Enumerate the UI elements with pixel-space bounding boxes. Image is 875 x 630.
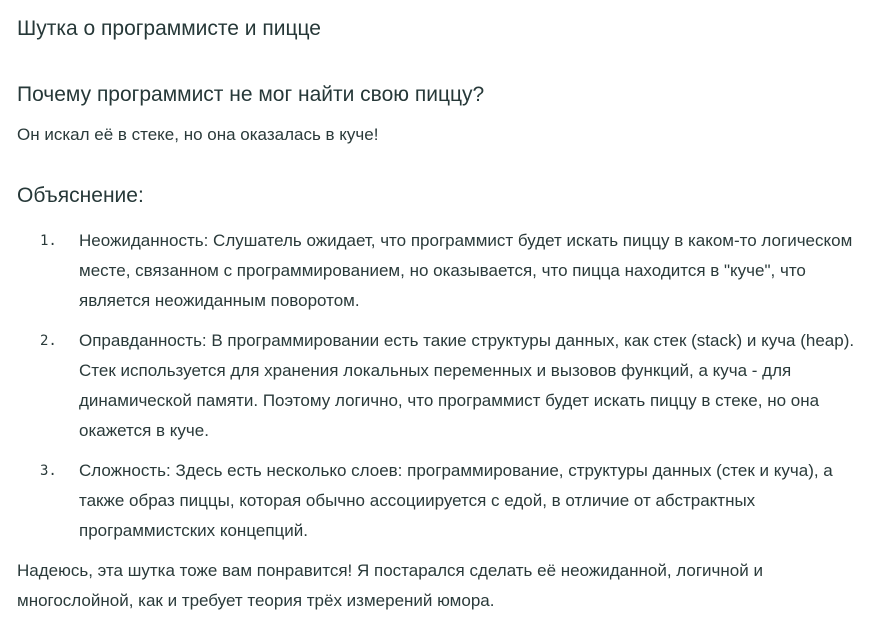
joke-title: Шутка о программисте и пицце	[17, 17, 321, 40]
explanation-heading: Объяснение:	[17, 184, 144, 207]
list-item-text: Неожиданность: Слушатель ожидает, что программист будет искать пиццу в каком-то логическом месте, связанном с программированием, но оказывается, что пицца находится в "куче", что является неожиданным поворотом.	[79, 231, 853, 310]
list-item-text: Сложность: Здесь есть несколько слоев: программирование, структуры данных (стек и куча), а также образ пиццы, которая обычно ассоциируется с едой, в отличие от абстрактных программистских концепций.	[79, 461, 833, 540]
list-item-number: 1.	[40, 233, 57, 249]
list-item	[17, 326, 862, 446]
list-item-text: Оправданность: В программировании есть такие структуры данных, как стек (stack) и куча (heap). Стек используется для хранения локальных переменных и вызовов функций, а куча - для динамической памяти. Поэтому логично, что программист будет искать пиццу в стеке, но она окажется в куче.	[79, 331, 855, 440]
list-item-number: 3.	[40, 463, 57, 479]
list-item	[17, 226, 862, 316]
list-item-number: 2.	[40, 333, 57, 349]
joke-question: Почему программист не мог найти свою пиццу?	[17, 83, 485, 106]
joke-answer: Он искал её в стеке, но она оказалась в куче!	[17, 125, 379, 144]
closing-paragraph: Надеюсь, эта шутка тоже вам понравится! Я постарался сделать её неожиданной, логичной и многослойной, как и требует теория трёх измерений юмора.	[17, 561, 763, 610]
list-item	[17, 456, 862, 546]
explanation-list	[17, 226, 862, 556]
